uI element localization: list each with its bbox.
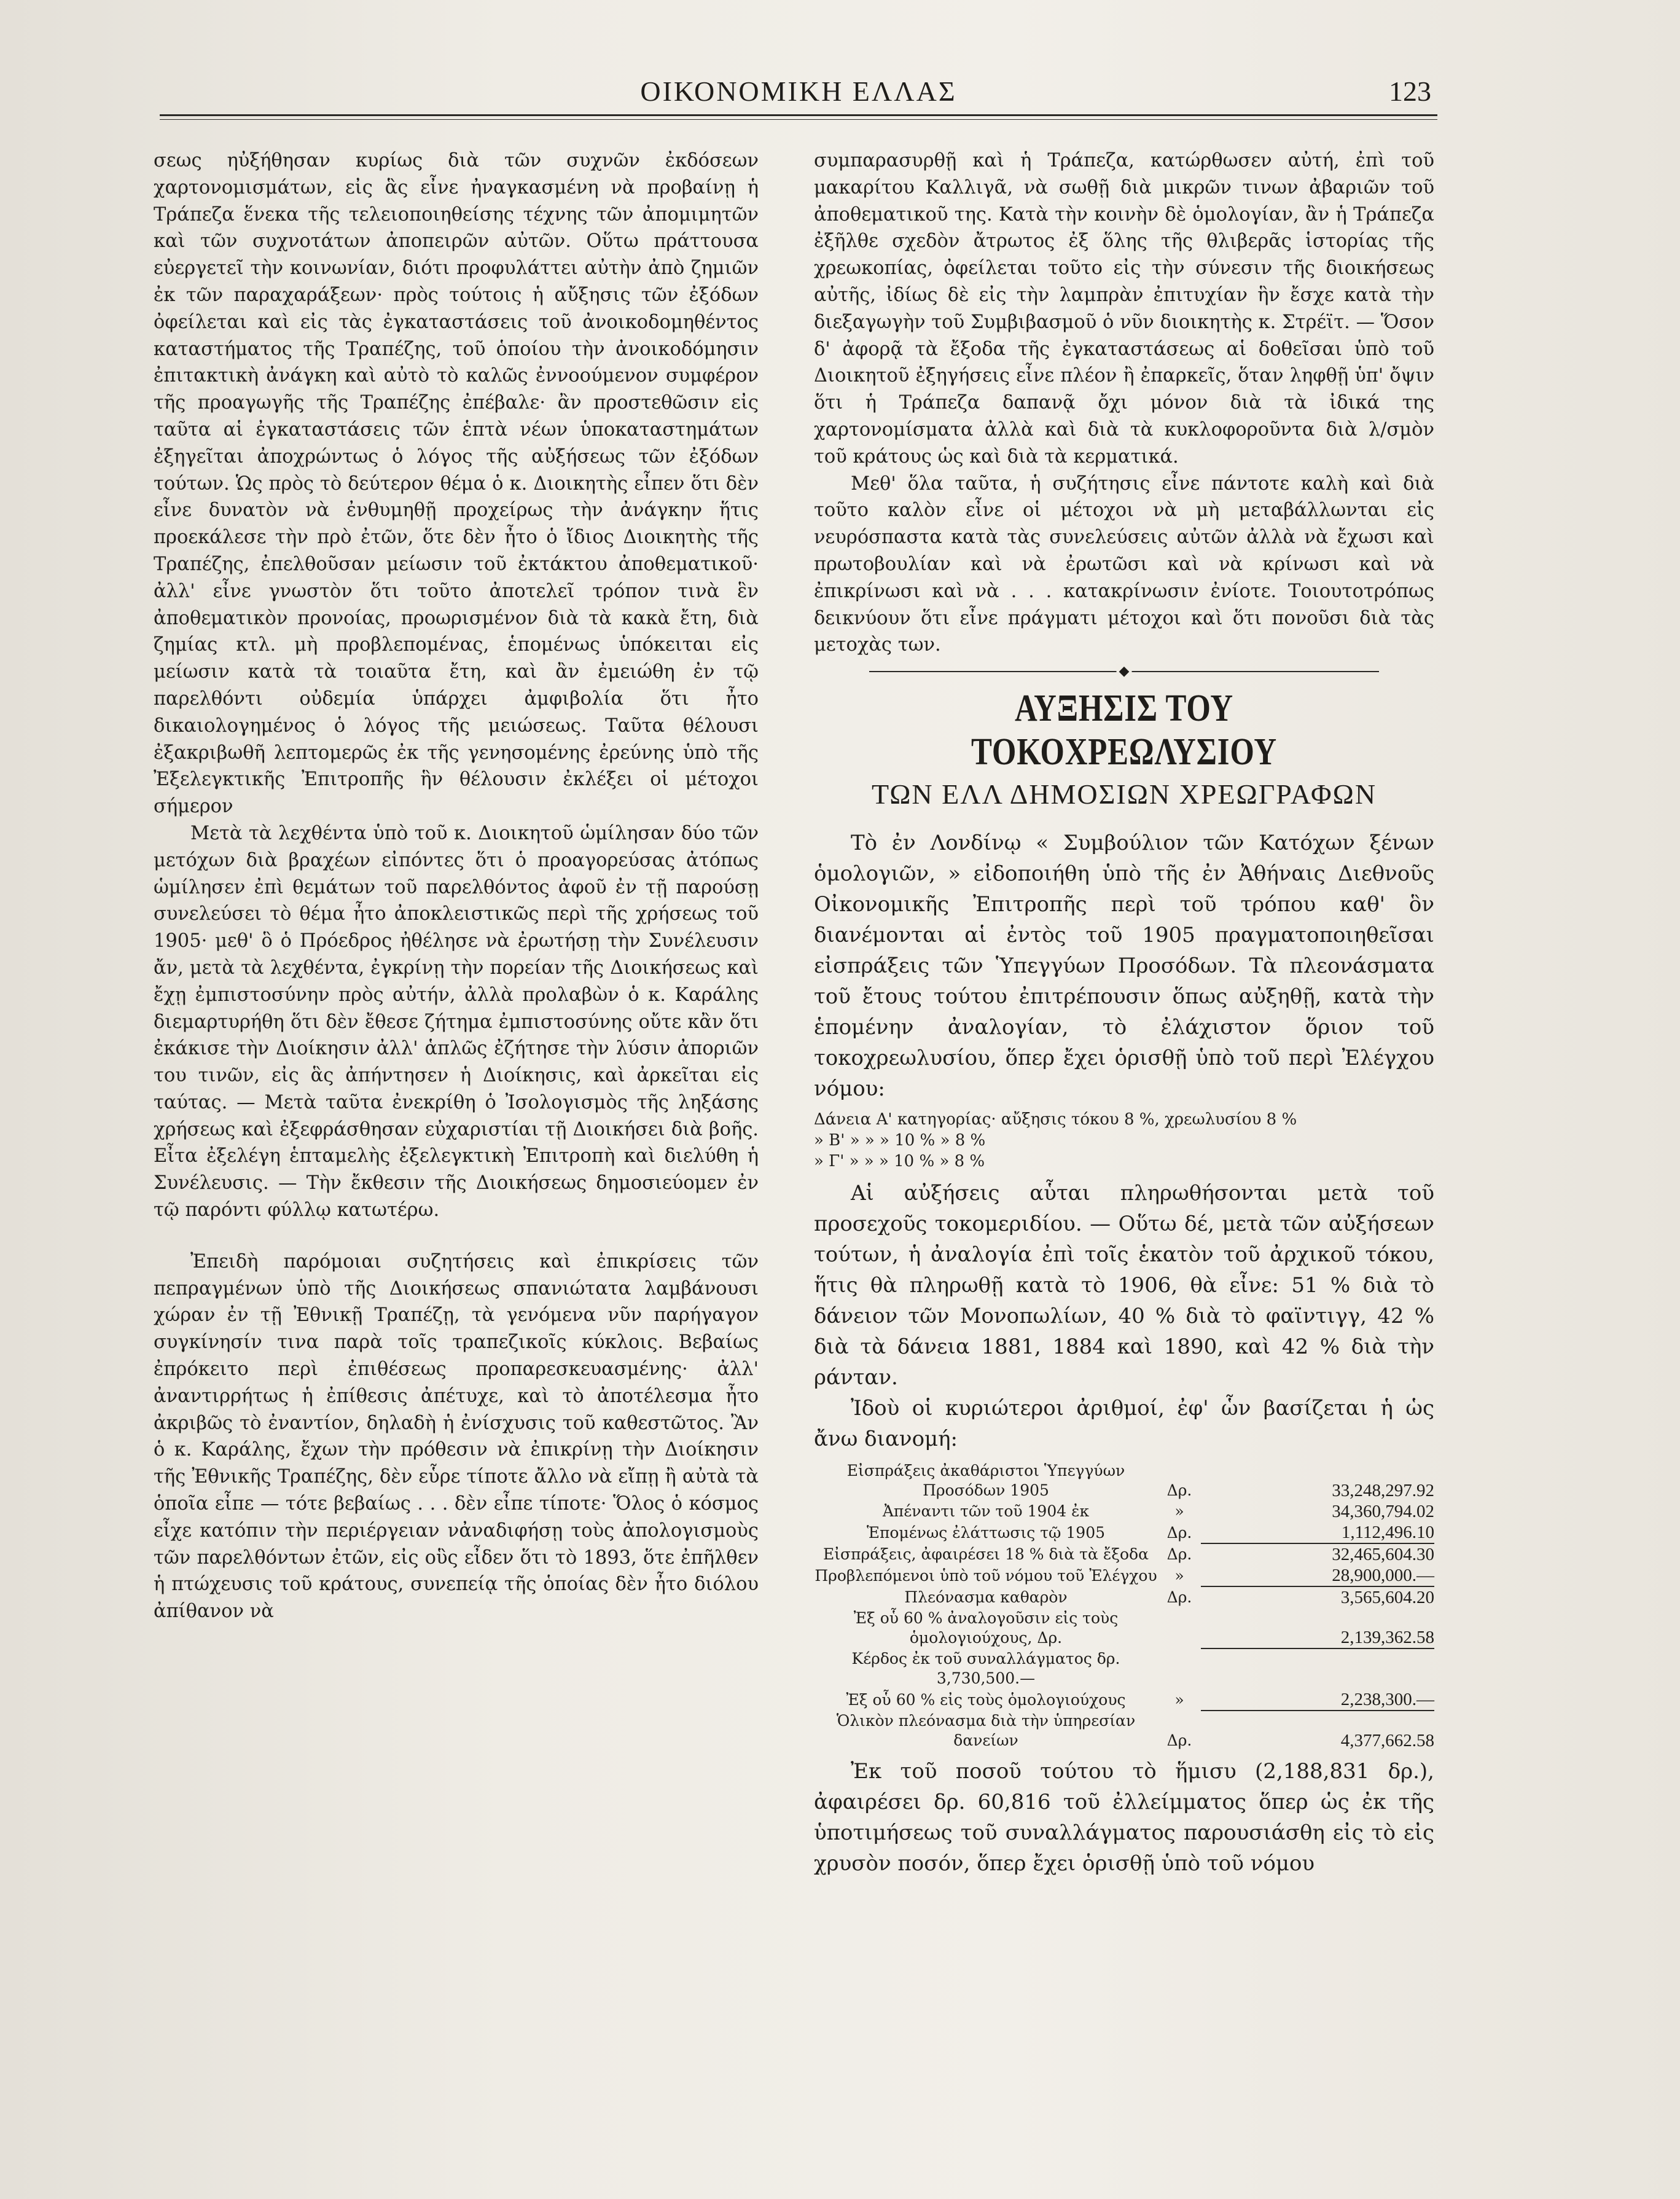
figure-label: Ὁλικὸν πλεόνασμα διὰ τὴν ὑπηρεσίαν δανείων	[836, 1712, 1136, 1750]
table-row	[814, 1608, 1434, 1648]
figure-amount: 1,112,496.10	[1201, 1522, 1434, 1543]
left-paragraph-1: σεως ηὐξήθησαν κυρίως διὰ τῶν συχνῶν ἐκδόσεων χαρτονομισμάτων, εἰς ἃς εἶνε ἠναγκασμένη νὰ προβαίνῃ ἡ Τράπεζα ἕνεκα τῆς τελειοποιηθείσης τέχνης τῶν ἀπομιμητῶν καὶ τῶν συχνοτάτων ἀποπειρῶν αὐτῶν. Οὕτω πράττουσα εὐεργετεῖ τὴν κοινωνίαν, διότι προφυλάττει αὐτὴν ἀπὸ ζημιῶν ἐκ τῶν παραχαράξεων· πρὸς τούτοις ἡ αὔξησις τῶν ἐξόδων ὀφείλεται καὶ εἰς τὰς ἐγκαταστάσεις τοῦ ἀνοικοδομηθέντος καταστήματος τῆς Τραπέζης, τοῦ ὁποίου τὴν ἀνοικοδόμησιν ἐπιτακτικὴ ἀνάγκη καὶ αὐτὸ τὸ καλῶς ἐννοούμενον συμφέρον τῆς προαγωγῆς τῆς Τραπέζης ἐπέβαλε· ἂν προστεθῶσιν εἰς ταῦτα αἱ ἐγκαταστάσεις τῶν ἑπτὰ νέων ὑποκαταστημάτων ἐξηγεῖται ἀποχρώντως ὁ λόγος τῆς αὐξήσεως τῶν ἐξόδων τούτων. Ὡς πρὸς τὸ δεύτερον θέμα ὁ κ. Διοικητὴς εἶπεν ὅτι δὲν εἶνε δυνατὸν νὰ ἐνθυμηθῇ προχείρως τὴν ἀνάγκην ἥτις προεκάλεσε τὴν πρὸ ἐτῶν, ὅτε δὲν ἦτο ὁ ἴδιος Διοικητὴς τῆς Τραπέζης, ἐπελθοῦσαν μείωσιν τοῦ ἐκτάκτου ἀποθεματικοῦ· ἀλλ' εἶνε γνωστὸν ὅτι τοῦτο ἀποτελεῖ τρόπον τινὰ ἓν ἀποθεματικὸν προνοίας, προωρισμένον διὰ τὰ κακὰ ἔτη, διὰ ζημίας κτλ. μὴ προβλεπομένας, ἑπομένως ὑπόκειται εἰς μείωσιν κατὰ τὰ τοιαῦτα ἔτη, καὶ ἂν ἐμειώθη ἐν τῷ παρελθόντι οὐδεμία ὑπάρχει ἀμφιβολία ὅτι ἦτο δικαιολογημένος ὁ λόγος τῆς μειώσεως. Ταῦτα θέλουσι ἐξακριβωθῆ λεπτομερῶς ἐκ τῆς γενησομένης ἐρεύνης ὑπὸ τῆς Ἐξελεγκτικῆς Ἐπιτροπῆς ἣν θέλουσιν ἐκλέξει οἱ μέτοχοι σήμερον	[154, 150, 759, 818]
figure-label: Ἀπέναντι τῶν τοῦ 1904 ἐκ	[882, 1502, 1090, 1521]
figure-amount: 32,465,604.30	[1332, 1545, 1434, 1565]
figure-label: Ἐξ οὗ 60 % ἀναλογοῦσιν εἰς τοὺς ὁμολογιούχους, Δρ.	[853, 1609, 1119, 1647]
page-number: 123	[1389, 76, 1431, 107]
table-row	[814, 1565, 1434, 1586]
table-row	[814, 1586, 1434, 1608]
currency-mark: Δρ.	[1166, 1545, 1192, 1564]
header-rule	[160, 114, 1437, 116]
table-row	[814, 1501, 1434, 1522]
table-row	[814, 1460, 1434, 1501]
figure-amount: 33,248,297.92	[1332, 1481, 1434, 1501]
paragraph-gap	[154, 1224, 759, 1248]
figure-label: Πλεόνασμα καθαρὸν	[904, 1588, 1068, 1607]
currency-mark: »	[1174, 1567, 1184, 1585]
figure-amount: 3,565,604.20	[1340, 1588, 1434, 1608]
figure-label: Κέρδος ἐκ τοῦ συναλλάγματος δρ. 3,730,500.—	[851, 1650, 1120, 1688]
right-paragraph-2: Μεθ' ὅλα ταῦτα, ἡ συζήτησις εἶνε πάντοτε καλὴ καὶ διὰ τοῦτο καλὸν εἶνε οἱ μέτοχοι νὰ μὴ μεταβάλλωνται εἰς νευρόσπαστα κατὰ τὰς συνελεύσεις αὐτῶν ἀλλὰ νὰ ἔχωσι καὶ πρωτοβουλίαν καὶ νὰ ἐρωτῶσι καὶ νὰ κρίνωσι καὶ νὰ ἐπικρίνωσι καὶ νὰ . . . κατακρίνωσιν ἐνίοτε. Τοιουτοτρόπως δεικνύουν ὅτι εἶνε πράγματι μέτοχοι καὶ ὅτι πονοῦσι διὰ τὰς μετοχὰς των.	[814, 472, 1434, 656]
figure-amount: 34,360,794.02	[1332, 1502, 1434, 1522]
currency-mark: Δρ.	[1166, 1731, 1192, 1750]
currency-mark: »	[1174, 1502, 1184, 1521]
figure-label: Εἰσπράξεις ἀκαθάριστοι Ὑπεγγύων Προσόδων 1905	[846, 1462, 1125, 1500]
loan-rate-row: » Β' » » » 10 % » 8 %	[814, 1131, 986, 1150]
figure-amount: 28,900,000.—	[1201, 1565, 1434, 1586]
diamond-ornament-icon: ◆	[1117, 664, 1132, 679]
table-row	[814, 1543, 1434, 1565]
figure-amount: 4,377,662.58	[1340, 1731, 1434, 1751]
figure-label: Εἰσπράξεις, ἀφαιρέσει 18 % διὰ τὰ ἔξοδα	[822, 1545, 1149, 1564]
table-row	[814, 1689, 1434, 1711]
loan-rate-row: » Γ' » » » 10 % » 8 %	[814, 1152, 985, 1171]
financial-figures-table	[814, 1460, 1434, 1751]
currency-mark	[1158, 1608, 1201, 1648]
table-row	[814, 1648, 1434, 1689]
loan-rates-table	[814, 1109, 1434, 1172]
right-column	[814, 147, 1434, 1879]
left-paragraph-2: Μετὰ τὰ λεχθέντα ὑπὸ τοῦ κ. Διοικητοῦ ὡμίλησαν δύο τῶν μετόχων διὰ βραχέων εἰπόντες ὅτι ὁ προαγορεύσας ἀτόπως ὡμίλησεν ἐπὶ θεμάτων τοῦ παρελθόντος ἀφοῦ ἐν τῇ παρούσῃ συνελεύσει τὸ θέμα ἦτο ἀποκλειστικῶς περὶ τῆς χρήσεως τοῦ 1905· μεθ' ὃ ὁ Πρόεδρος ἠθέλησε νὰ ἐρωτήσῃ τὴν Συνέλευσιν ἄν, μετὰ τὰ λεχθέντα, ἐγκρίνῃ τὴν πορείαν τῆς Διοικήσεως καὶ ἔχῃ ἐμπιστοσύνην πρὸς αὐτήν, ἀλλὰ προλαβὼν ὁ κ. Καράλης διεμαρτυρήθη ὅτι δὲν ἔθεσε ζήτημα ἐμπιστοσύνης οὔτε κἂν ὅτι ἐκάκισε τὴν Διοίκησιν ἀλλ' ἁπλῶς ἐζήτησε τὴν λύσιν ἀποριῶν του τινῶν, εἰς ἃς ἀπήντησεν ἡ Διοίκησις, καὶ ἀρκεῖται εἰς ταύτας. — Μετὰ ταῦτα ἐνεκρίθη ὁ Ἰσολογισμὸς τῆς ληξάσης χρήσεως καὶ ἐξεφράσθησαν εὐχαριστίαι τῇ Διοικήσει διὰ βοῆς. Εἶτα ἐξελέγη ἑπταμελὴς ἐξελεγκτικὴ Ἐπιτροπὴ καὶ διελύθη ἡ Συνέλευσις. — Τὴν ἔκθεσιν τῆς Διοικήσεως δημοσιεύομεν ἐν τῷ παρόντι φύλλῳ κατωτέρω.	[154, 822, 759, 1221]
figure-amount	[1201, 1648, 1434, 1689]
financial-figures-body	[814, 1460, 1434, 1751]
figure-label: Ἑπομένως ἐλάττωσις τῷ 1905	[866, 1524, 1106, 1542]
closing-paragraph: Ἐκ τοῦ ποσοῦ τούτου τὸ ἥμισυ (2,188,831 δρ.), ἀφαιρέσει δρ. 60,816 τοῦ ἐλλείμματος ὅπερ ὡς ἐκ τῆς ὑποτιμήσεως τοῦ συναλλάγματος παρουσιάσθη εἰς τὸ εἰς χρυσὸν ποσόν, ὅπερ ἔχει ὁρισθῇ ὑπὸ τοῦ νόμου	[814, 1759, 1434, 1876]
currency-mark: »	[1174, 1691, 1184, 1709]
table-row	[814, 1522, 1434, 1543]
currency-mark: Δρ.	[1166, 1481, 1192, 1500]
figure-label: Ἐξ οὗ 60 % εἰς τοὺς ὁμολογιούχους	[846, 1691, 1126, 1709]
section-divider	[814, 659, 1434, 683]
table-row	[814, 1711, 1434, 1751]
figure-label: Προβλεπόμενοι ὑπὸ τοῦ νόμου τοῦ Ἐλέγχου	[815, 1567, 1157, 1585]
currency-mark	[1158, 1648, 1201, 1689]
article-subtitle: ΤΩΝ ΕΛΛ ΔΗΜΟΣΙΩΝ ΧΡΕΩΓΡΑΦΩΝ	[871, 778, 1377, 810]
article-title: ΑΥΞΗΣΙΣ ΤΟΥ ΤΟΚΟΧΡΕΩΛΥΣΙΟΥ	[971, 688, 1277, 774]
article-intro: Τὸ ἐν Λονδίνῳ « Συμβούλιον τῶν Κατόχων ξένων ὁμολογιῶν, » εἰδοποιήθη ὑπὸ τῆς ἐν Ἀθήναις Διεθνοῦς Οἰκονομικῆς Ἐπιτροπῆς περὶ τοῦ τρόπου καθ' ὃν διανέμονται αἱ ἐντὸς τοῦ 1905 πραγματοποιηθεῖσαι εἰσπράξεις τῶν Ὑπεγγύων Προσόδων. Τὰ πλεονάσματα τοῦ ἔτους τούτου ἐπιτρέπουσιν ὅπως αὐξηθῇ, κατὰ τὴν ἑπομένην ἀναλογίαν, τὸ ἐλάχιστον ὅριον τοῦ τοκοχρεωλυσίου, ὅπερ ἔχει ὁρισθῇ ὑπὸ τοῦ περὶ Ἐλέγχου νόμου:	[814, 831, 1434, 1102]
publication-title: ΟΙΚΟΝΟΜΙΚΗ ΕΛΛΑΣ	[640, 76, 957, 107]
left-column	[154, 147, 759, 1625]
loan-rate-row: Δάνεια Α' κατηγορίας· αὔξησις τόκου 8 %, χρεωλυσίου 8 %	[814, 1110, 1297, 1129]
header-rule-thin	[160, 119, 1437, 120]
figures-intro: Ἰδοὺ οἱ κυριώτεροι ἀριθμοί, ἐφ' ὧν βασίζεται ἡ ὡς ἄνω διανομή:	[814, 1396, 1434, 1452]
right-paragraph-1: συμπαρασυρθῇ καὶ ἡ Τράπεζα, κατώρθωσεν αὐτή, ἐπὶ τοῦ μακαρίτου Καλλιγᾶ, νὰ σωθῇ διὰ μικρῶν τινων ἀβαριῶν τοῦ ἀποθεματικοῦ της. Κατὰ τὴν κοινὴν δὲ ὁμολογίαν, ἂν ἡ Τράπεζα ἐξῆλθε σχεδὸν ἄτρωτος ἐξ ὅλης τῆς θλιβερᾶς ἱστορίας τῆς χρεωκοπίας, ὀφείλεται τοῦτο εἰς τὴν σύνεσιν τῆς διοικήσεως αὐτῆς, ἰδίως δὲ εἰς τὴν λαμπρὰν ἐπιτυχίαν ἣν ἔσχε κατὰ τὴν διεξαγωγὴν τοῦ Συμβιβασμοῦ ὁ νῦν διοικητὴς κ. Στρέϊτ. — Ὅσον δ' ἀφορᾷ τὰ ἔξοδα τῆς ἐγκαταστάσεως αἱ δοθεῖσαι ὑπὸ τοῦ Διοικητοῦ ἐξηγήσεις εἶνε πλέον ἢ ἐπαρκεῖς, ὅταν ληφθῇ ὑπ' ὄψιν ὅτι ἡ Τράπεζα δαπανᾷ ὄχι μόνον διὰ τὰ ἰδικά της χαρτονομίσματα ἀλλὰ καὶ διὰ τὰ κυκλοφοροῦντα διὰ λ/σμὸν τοῦ κράτους ὡς καὶ διὰ τὰ κερματικά.	[814, 150, 1434, 468]
currency-mark: Δρ.	[1166, 1524, 1192, 1542]
currency-mark: Δρ.	[1166, 1588, 1192, 1607]
after-loans-paragraph: Αἱ αὐξήσεις αὗται πληρωθήσονται μετὰ τοῦ προσεχοῦς τοκομεριδίου. — Οὕτω δέ, μετὰ τῶν αὐξήσεων τούτων, ἡ ἀναλογία ἐπὶ τοῖς ἑκατὸν τοῦ ἀρχικοῦ τόκου, ἥτις θὰ πληρωθῇ κατὰ τὸ 1906, θὰ εἶνε: 51 % διὰ τὸ δάνειον τῶν Μονοπωλίων, 40 % διὰ τὸ φαϊντιγγ, 42 % διὰ τὰ δάνεια 1881, 1884 καὶ 1890, καὶ 42 % διὰ τὴν ράνταν.	[814, 1181, 1434, 1390]
figure-amount: 2,139,362.58	[1201, 1608, 1434, 1648]
left-paragraph-3: Ἐπειδὴ παρόμοιαι συζητήσεις καὶ ἐπικρίσεις τῶν πεπραγμένων ὑπὸ τῆς Διοικήσεως σπανιώτατα λαμβάνουσι χώραν ἐν τῇ Ἐθνικῇ Τραπέζῃ, τὰ γενόμενα νῦν παρήγαγον συγκίνησίν τινα παρὰ τοῖς τραπεζικοῖς κύκλοις. Βεβαίως ἐπρόκειτο περὶ ἐπιθέσεως προπαρεσκευασμένης· ἀλλ' ἀναντιρρήτως ἡ ἐπίθεσις ἀπέτυχε, καὶ τὸ ἀποτέλεσμα ἦτο ἀκριβῶς τὸ ἐναντίον, δηλαδὴ ἡ ἐνίσχυσις τοῦ καθεστῶτος. Ἂν ὁ κ. Καράλης, ἔχων τὴν πρόθεσιν νὰ ἐπικρίνῃ τὴν Διοίκησιν τῆς Ἐθνικῆς Τραπέζης, δὲν εὗρε τίποτε ἄλλο νὰ εἴπῃ ἢ αὐτὰ τὰ ὁποῖα εἶπε — τότε βεβαίως . . . δὲν εἶπε τίποτε· Ὅλος ὁ κόσμος εἶχε κατόπιν τὴν περιέργειαν νἀναδιφήσῃ τοὺς ἀπολογισμοὺς τῶν παρελθόντων ἐτῶν, εἰς οὓς εἶδεν ὅτι τὸ 1893, ὅτε ἐπῆλθεν ἡ πτώχευσις τοῦ κράτους, συνεπείᾳ τῆς ὁποίας δὲν ἦτο διόλου ἀπίθανον νὰ	[154, 1250, 759, 1623]
figure-amount: 2,238,300.—	[1201, 1689, 1434, 1711]
